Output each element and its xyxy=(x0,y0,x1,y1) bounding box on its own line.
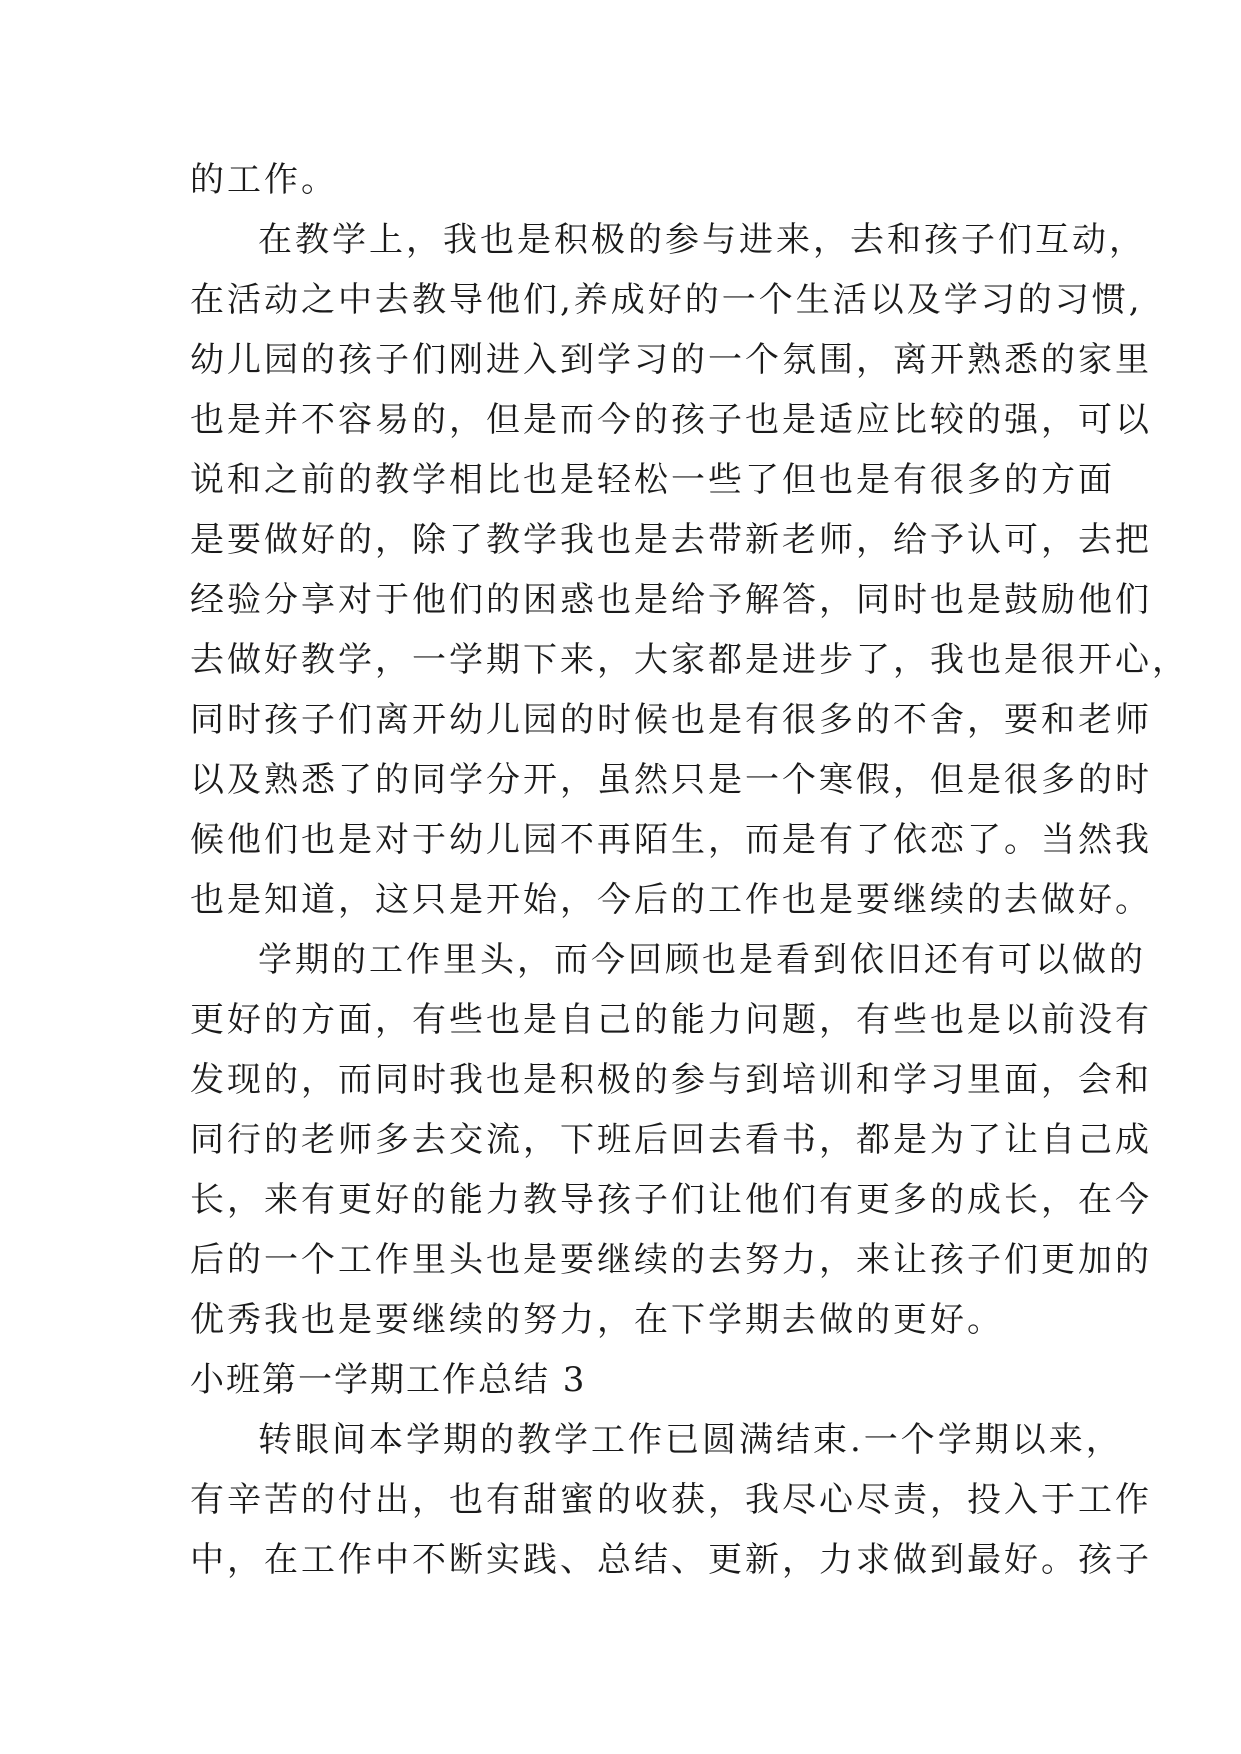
text-line: 在活动之中去教导他们,养成好的一个生活以及学习的习惯, xyxy=(190,280,1143,320)
text-line: 也是知道，这只是开始，今后的工作也是要继续的去做好。 xyxy=(190,880,1152,920)
text-line: 后的一个工作里头也是要继续的去努力，来让孩子们更加的 xyxy=(190,1240,1152,1280)
paragraph-first-line: 转眼间本学期的教学工作已圆满结束.一个学期以来， xyxy=(258,1420,1123,1460)
text-line: 经验分享对于他们的困惑也是给予解答，同时也是鼓励他们 xyxy=(190,580,1152,620)
text-line: 说和之前的教学相比也是轻松一些了但也是有很多的方面 xyxy=(190,460,1115,500)
text-line: 候他们也是对于幼儿园不再陌生，而是有了依恋了。当然我 xyxy=(190,820,1152,860)
text-line: 有辛苦的付出，也有甜蜜的收获，我尽心尽责，投入于工作 xyxy=(190,1480,1152,1520)
text-line: 同时孩子们离开幼儿园的时候也是有很多的不舍，要和老师 xyxy=(190,700,1152,740)
text-line: 也是并不容易的，但是而今的孩子也是适应比较的强，可以 xyxy=(190,400,1152,440)
text-line: 是要做好的，除了教学我也是去带新老师，给予认可，去把 xyxy=(190,520,1152,560)
section-heading: 小班第一学期工作总结 3 xyxy=(190,1360,587,1400)
document-body xyxy=(190,150,1189,1590)
text-line: 优秀我也是要继续的努力，在下学期去做的更好。 xyxy=(190,1300,1004,1340)
text-line: 更好的方面，有些也是自己的能力问题，有些也是以前没有 xyxy=(190,1000,1152,1040)
text-line: 发现的，而同时我也是积极的参与到培训和学习里面，会和 xyxy=(190,1060,1152,1100)
text-line: 的工作。 xyxy=(190,160,338,200)
text-line: 长，来有更好的能力教导孩子们让他们有更多的成长，在今 xyxy=(190,1180,1152,1220)
paragraph-first-line: 在教学上，我也是积极的参与进来，去和孩子们互动， xyxy=(258,220,1146,260)
text-line: 去做好教学，一学期下来，大家都是进步了，我也是很开心， xyxy=(190,640,1189,680)
text-line: 幼儿园的孩子们刚进入到学习的一个氛围，离开熟悉的家里 xyxy=(190,340,1152,380)
text-line: 同行的老师多去交流，下班后回去看书，都是为了让自己成 xyxy=(190,1120,1152,1160)
text-line: 以及熟悉了的同学分开，虽然只是一个寒假，但是很多的时 xyxy=(190,760,1152,800)
paragraph-first-line: 学期的工作里头，而今回顾也是看到依旧还有可以做的 xyxy=(258,940,1146,980)
text-line: 中，在工作中不断实践、总结、更新，力求做到最好。孩子 xyxy=(190,1540,1152,1580)
